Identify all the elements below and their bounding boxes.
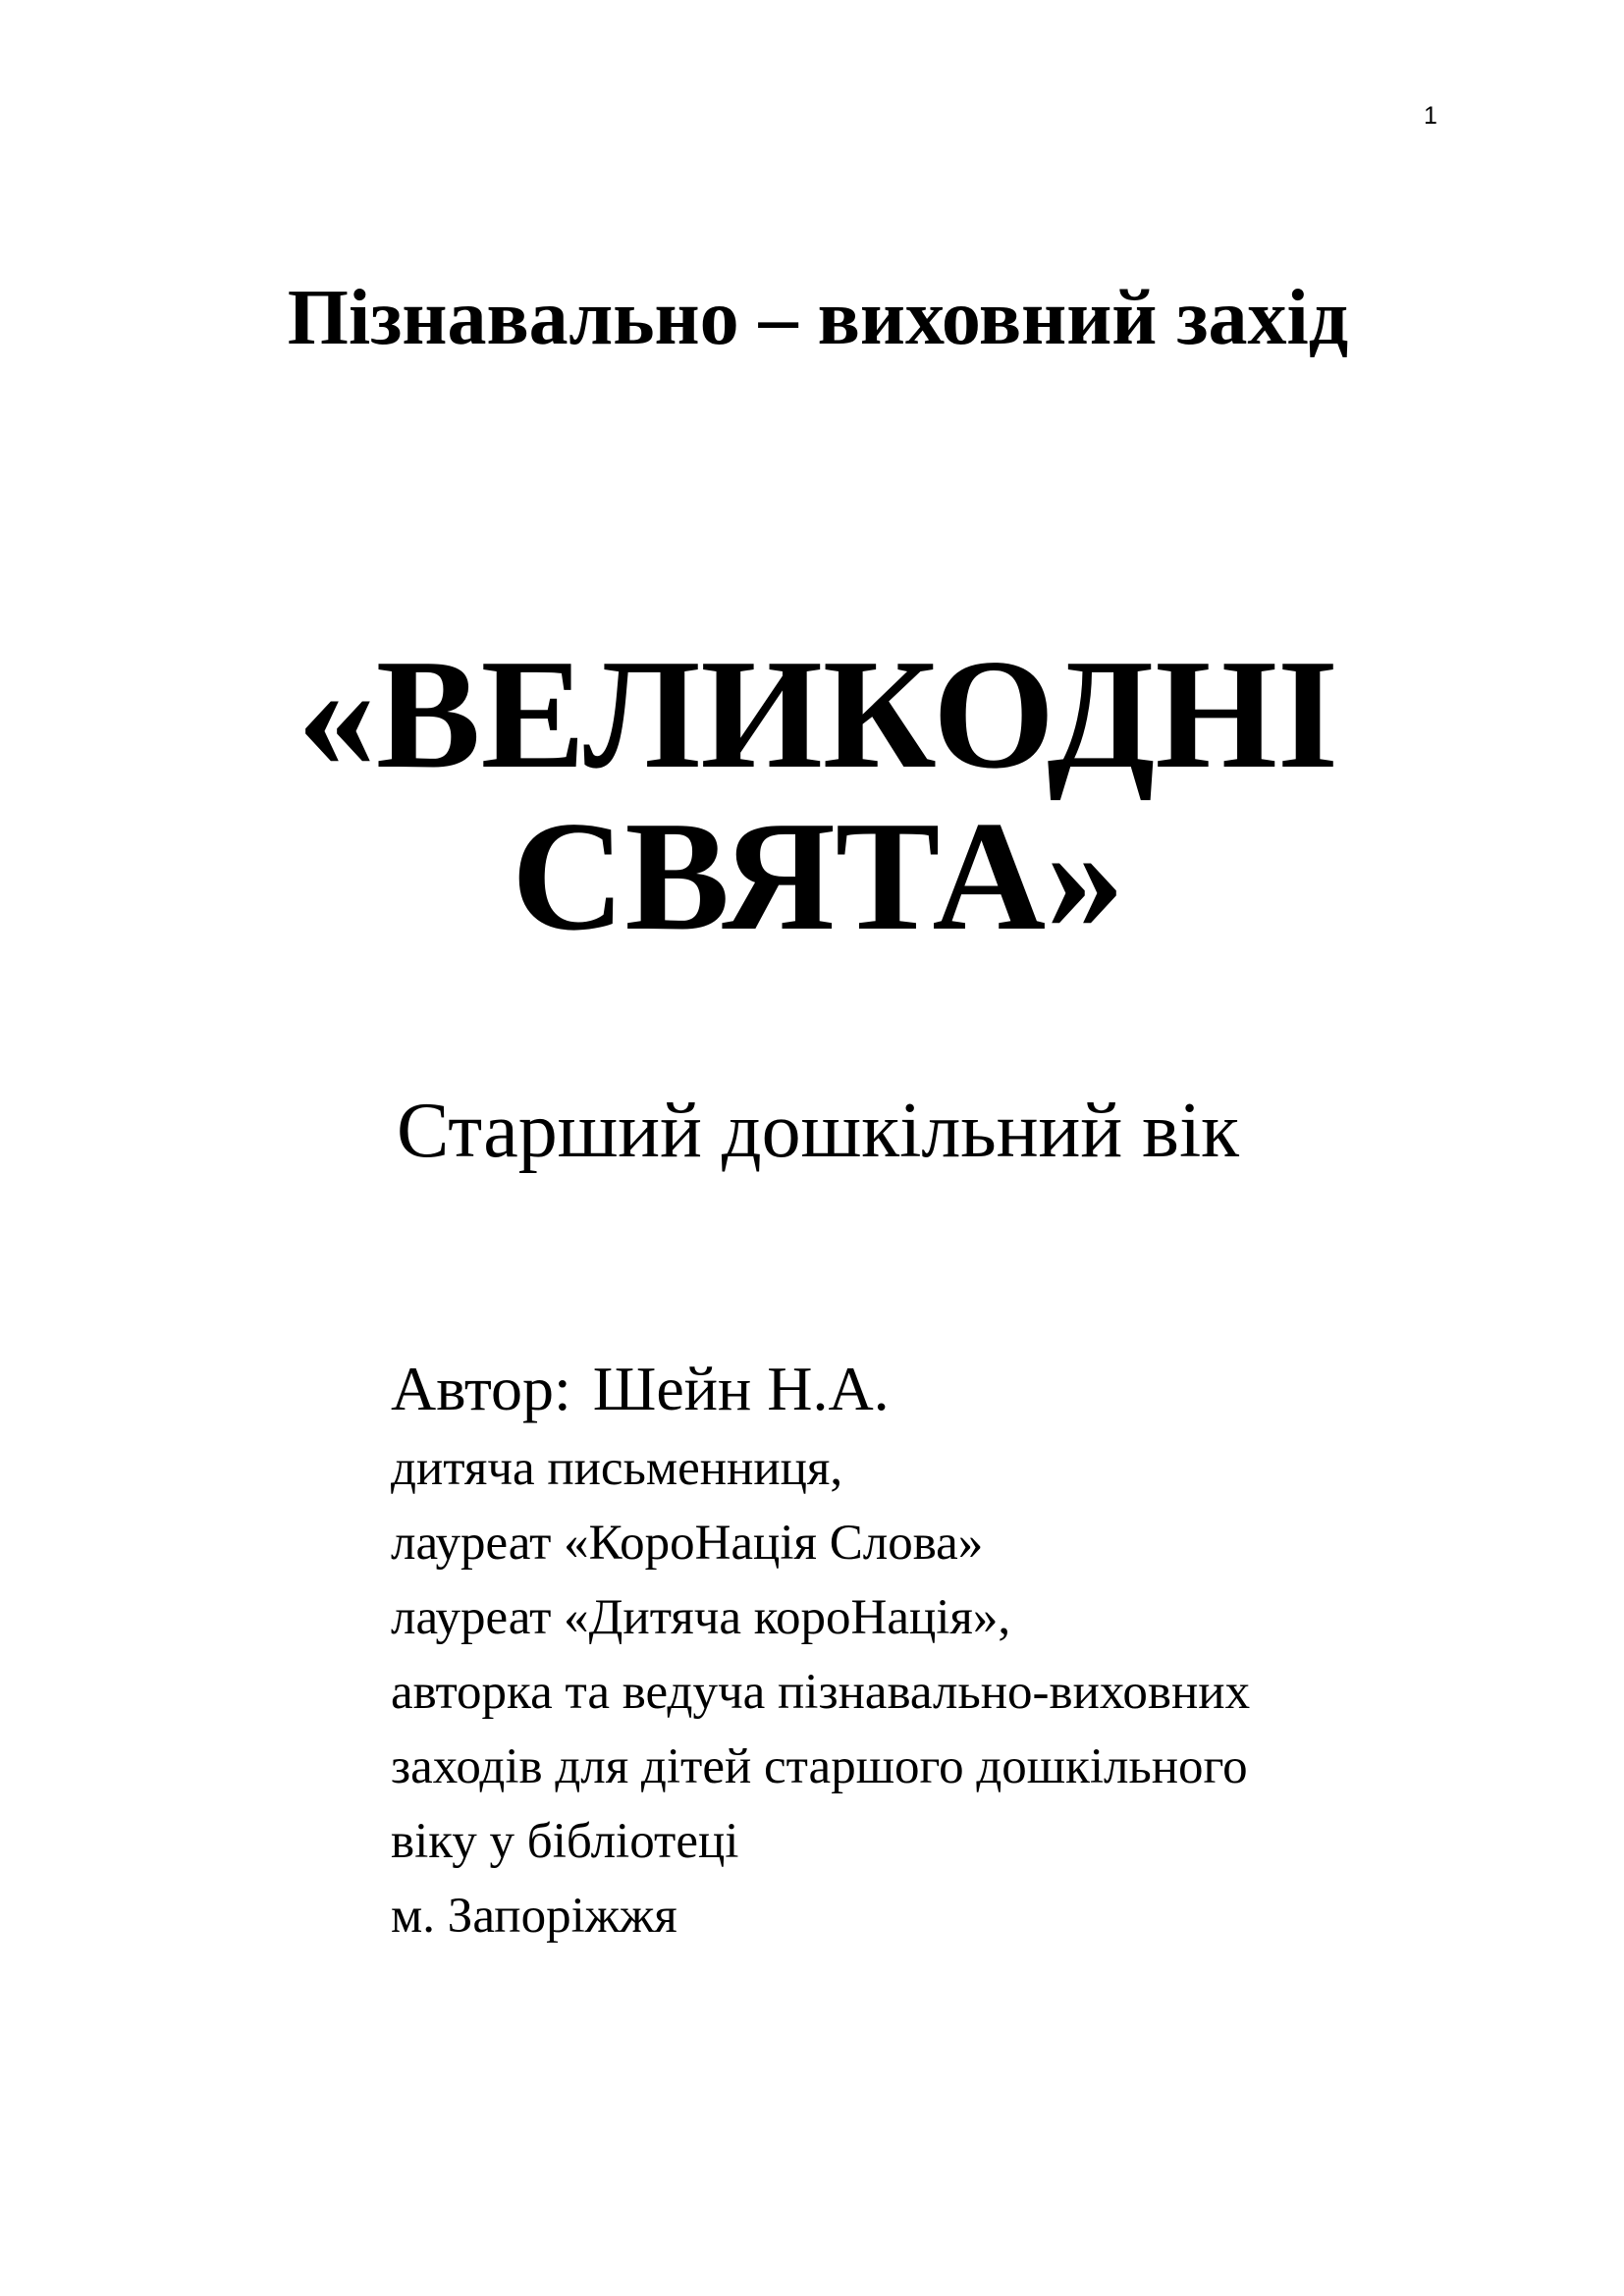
author-detail-line: м. Запоріжжя [391, 1889, 677, 1945]
author-heading [391, 1355, 1471, 1423]
author-detail-line: лауреат «Дитяча короНація», [391, 1590, 1011, 1646]
author-detail-line: віку у бібліотеці [391, 1814, 739, 1870]
author-name: Шейн Н.А. [592, 1354, 890, 1423]
audience-subtitle: Старший дошкільний вік [396, 1088, 1240, 1174]
event-title-line-2: СВЯТА» [511, 788, 1125, 963]
event-title-line-1: «ВЕЛИКОДНІ [297, 626, 1339, 801]
author-block [391, 1355, 1471, 1953]
author-detail-line: заходів для дітей старшого дошкільного [391, 1739, 1248, 1795]
author-label: Автор: [391, 1354, 571, 1423]
author-detail-line: авторка та ведуча пізнавально-виховних [391, 1665, 1251, 1721]
page-number: 1 [1424, 102, 1437, 130]
event-kicker: Пізнавально – виховний захід [287, 275, 1349, 361]
event-title [0, 626, 1624, 963]
author-detail-line: дитяча письменниця, [391, 1441, 843, 1497]
author-detail-line: лауреат «КороНація Слова» [391, 1516, 984, 1572]
